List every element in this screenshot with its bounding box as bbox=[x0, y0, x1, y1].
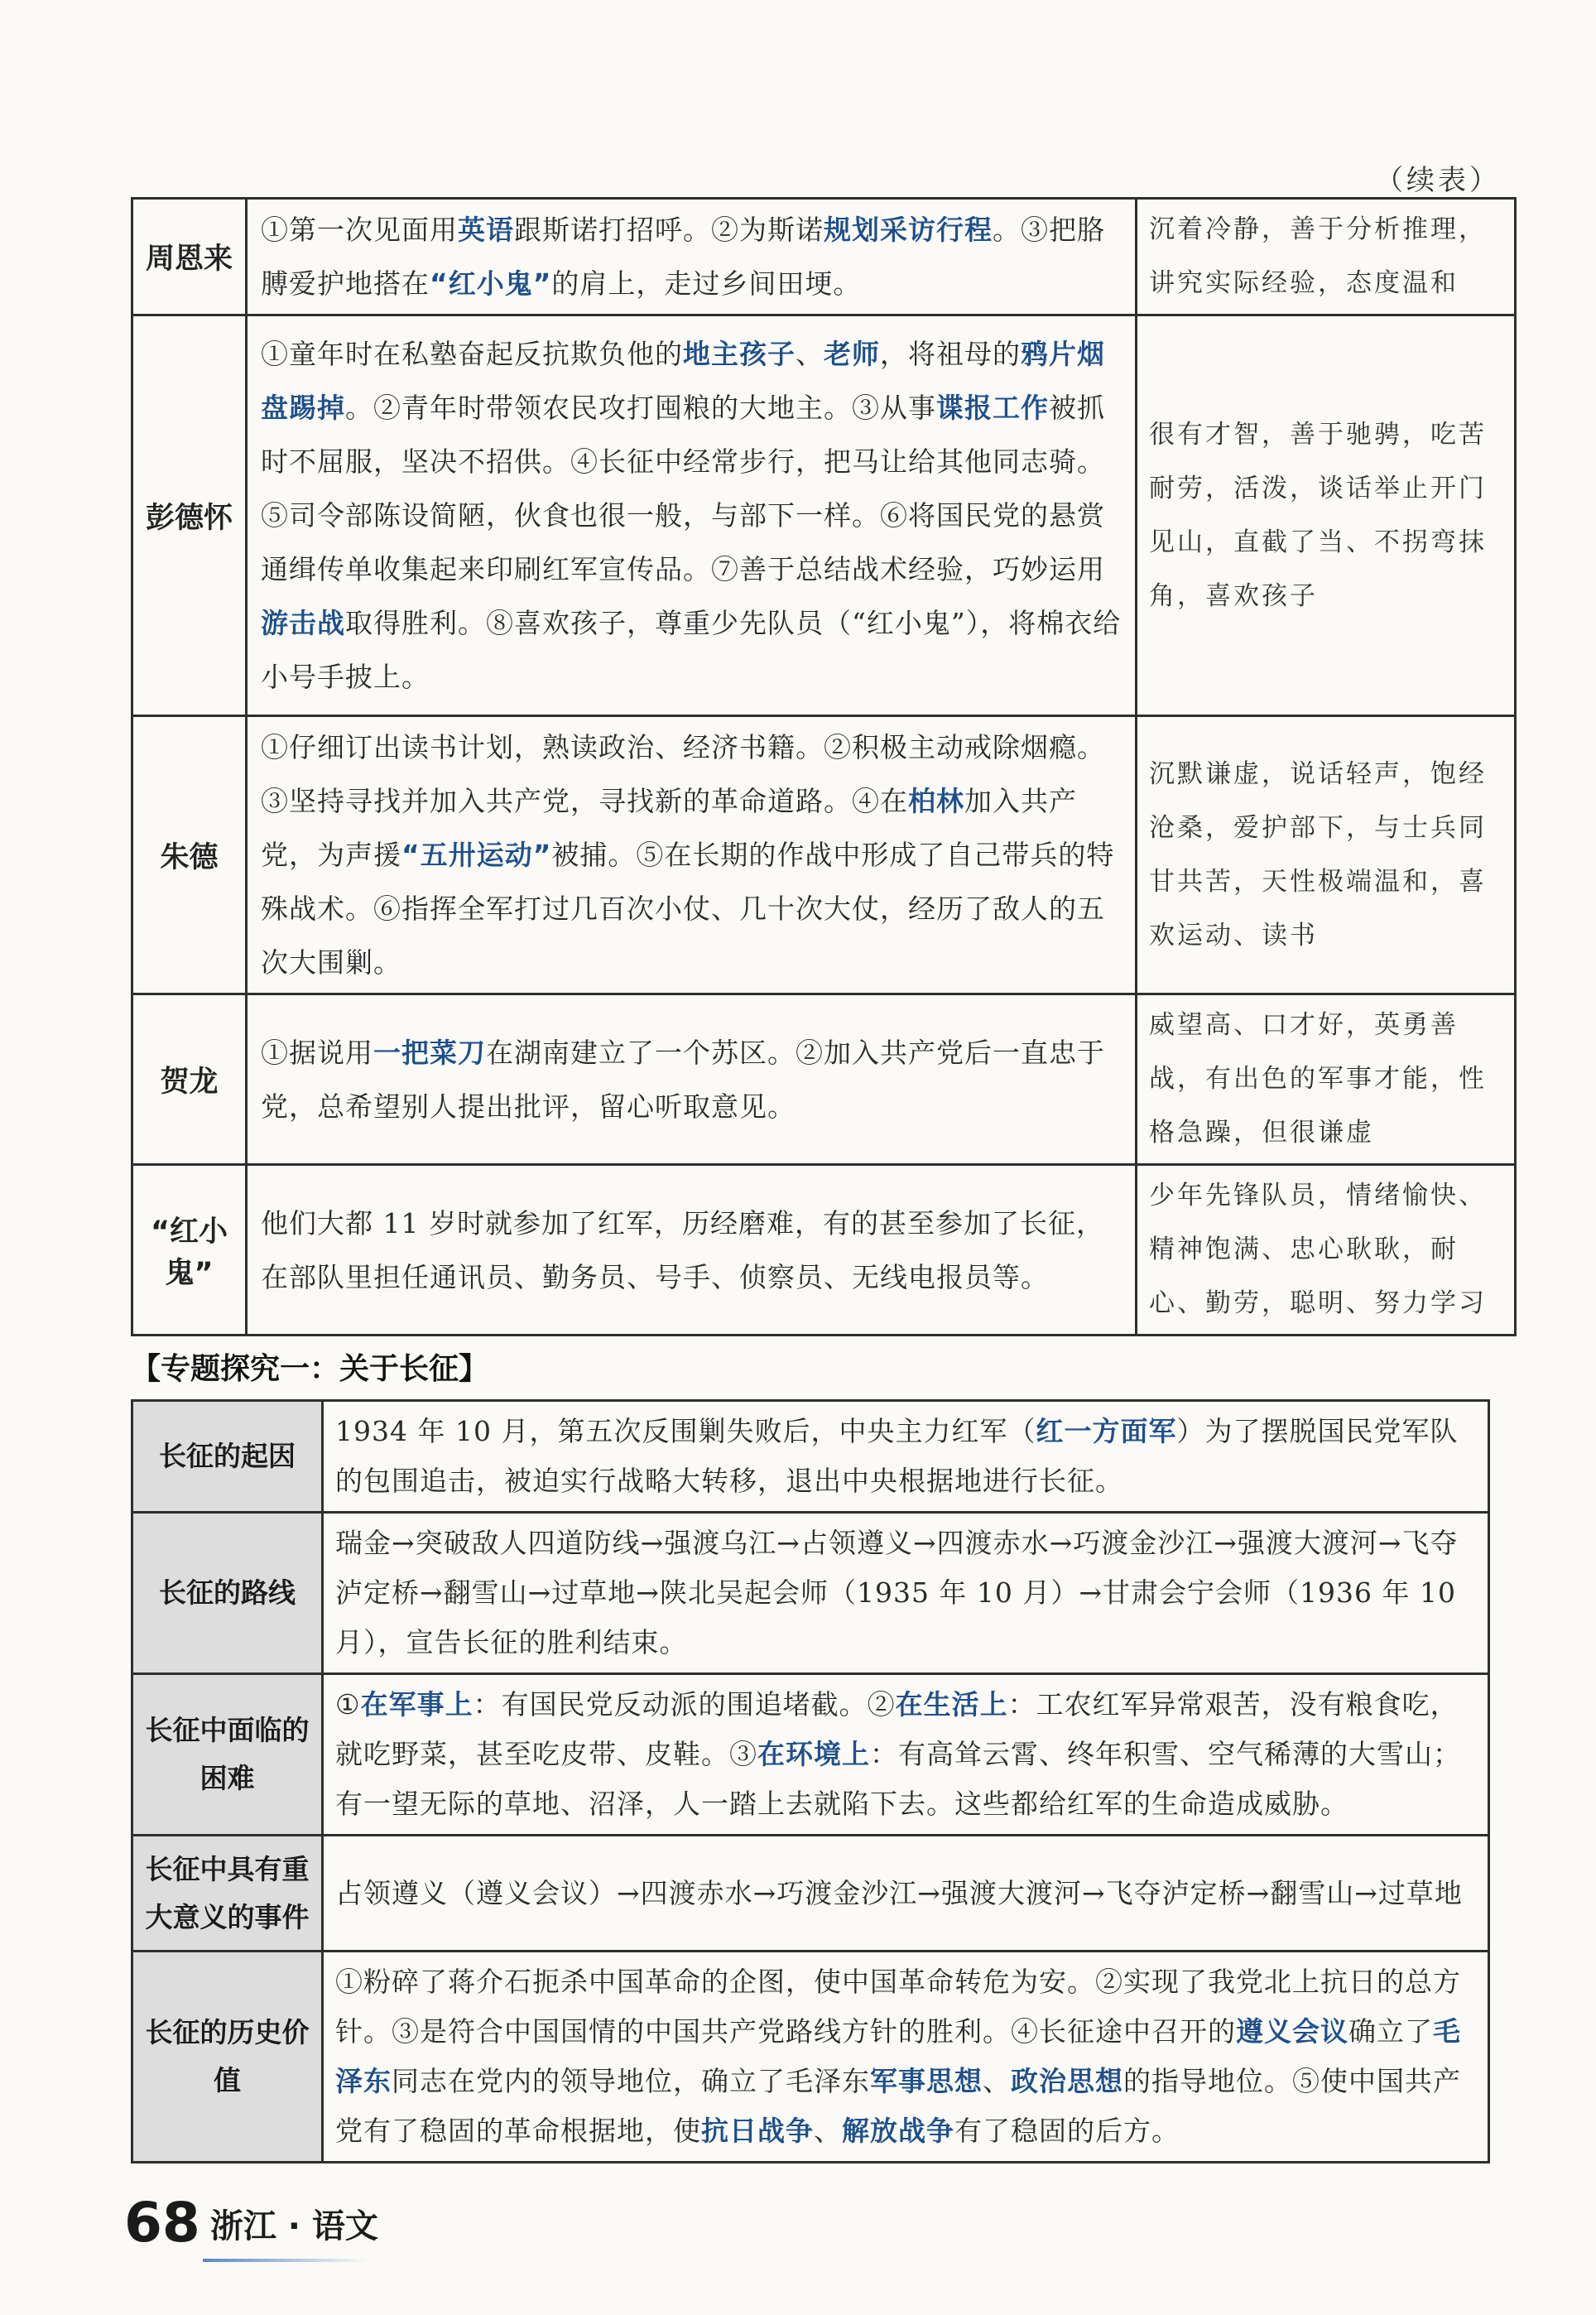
topic-content bbox=[323, 1952, 1489, 2163]
text-segment: ）为了摆脱国民党军队的包围追击，被迫实行战略大转移，退出中央根据地进行长征。 bbox=[335, 1415, 1459, 1497]
section-title: 【专题探究一：关于长征】 bbox=[131, 1352, 489, 1386]
highlighted-term: 在环境上 bbox=[757, 1738, 870, 1770]
table-row bbox=[132, 315, 1516, 716]
highlighted-term: 谍报工作 bbox=[936, 392, 1049, 424]
text-segment: 。②青年时带领农民攻打囤粮的大地主。③从事 bbox=[345, 392, 936, 424]
table-row bbox=[132, 1836, 1489, 1952]
text-segment: 他们大都 11 岁时就参加了红军，历经磨难，有的甚至参加了长征，在部队里担任通讯员、勤务员、号手、侦察员、无线电报员等。 bbox=[261, 1206, 1104, 1293]
highlighted-term: 柏林 bbox=[908, 785, 964, 817]
text-segment: 同志在党内的领导地位，确立了毛泽东 bbox=[392, 2065, 870, 2097]
character-deeds bbox=[247, 716, 1137, 994]
character-name: 周恩来 bbox=[132, 199, 247, 315]
text-segment: 的肩上，走过乡间田埂。 bbox=[551, 267, 862, 300]
highlighted-term: 规划采访行程 bbox=[824, 214, 993, 246]
highlighted-term: 在生活上 bbox=[895, 1688, 1008, 1721]
highlighted-term: 英语 bbox=[458, 214, 514, 246]
character-traits: 少年先锋队员，情绪愉快、精神饱满、忠心耿耿，耐心、勤劳，聪明、努力学习 bbox=[1137, 1165, 1516, 1336]
table-row bbox=[132, 994, 1516, 1165]
character-deeds bbox=[247, 1165, 1137, 1336]
text-segment: 被抓时不屈服，坚决不招供。④长征中经常步行，把马让给其他同志骑。⑤司令部陈设简陋，伙食也很一般，与部下一样。⑥将国民党的悬赏通缉传单收集起来印刷红军宣传品。⑦善于总结战术经验，巧妙运用 bbox=[261, 392, 1105, 585]
text-segment: 在湖南建立了一个苏区。②加入共产党后一直忠于党，总希望别人提出批评，留心听取意见。 bbox=[261, 1036, 1105, 1123]
highlighted-term: 在军事上 bbox=[360, 1688, 474, 1721]
text-segment: 瑞金→突破敌人四道防线→强渡乌江→占领遵义→四渡赤水→巧渡金沙江→强渡大渡河→飞夺泸定桥→翻雪山→过草地→陕北吴起会师（1935 年 10 月）→甘肃会宁会师（1936 年 10 月），宣告长征的胜利结束。 bbox=[335, 1527, 1459, 1658]
character-traits: 沉默谦虚，说话轻声，饱经沧桑，爱护部下，与士兵同甘共苦，天性极端温和，喜欢运动、读书 bbox=[1137, 716, 1516, 994]
text-segment: 有了稳固的后方。 bbox=[954, 2115, 1180, 2147]
highlighted-term: 抗日战争 bbox=[701, 2115, 814, 2147]
characters-table bbox=[131, 197, 1517, 1336]
character-deeds bbox=[247, 199, 1137, 315]
text-segment: ，将祖母的 bbox=[880, 338, 1021, 370]
text-segment: 、 bbox=[814, 2115, 842, 2147]
text-segment: 加入共产党，为声援 bbox=[261, 785, 1077, 871]
highlighted-term: 一把菜刀 bbox=[373, 1036, 486, 1069]
highlighted-term: “五卅运动” bbox=[401, 839, 552, 871]
table-row bbox=[132, 1401, 1489, 1513]
topic-label: 长征的历史价值 bbox=[132, 1952, 323, 2163]
highlighted-term: 鸦片烟盘踢掉 bbox=[261, 338, 1105, 424]
character-name: 朱德 bbox=[132, 716, 247, 994]
text-segment: 、 bbox=[983, 2065, 1011, 2097]
table-row bbox=[132, 1513, 1489, 1674]
text-segment: ①粉碎了蒋介石扼杀中国革命的企图，使中国革命转危为安。②实现了我党北上抗日的总方针。③是符合中国国情的中国共产党路线方针的胜利。④长征途中召开的 bbox=[335, 1966, 1461, 2048]
highlighted-term: 军事思想 bbox=[870, 2065, 983, 2097]
highlighted-term: 老师 bbox=[824, 338, 880, 370]
table-row bbox=[132, 1165, 1516, 1336]
topic-label: 长征中具有重大意义的事件 bbox=[132, 1836, 323, 1952]
character-deeds bbox=[247, 994, 1137, 1165]
text-segment: ：工农红军异常艰苦，没有粮食吃，就吃野菜，甚至吃皮带、皮鞋。③ bbox=[335, 1688, 1459, 1770]
text-segment: ：有国民党反动派的围追堵截。② bbox=[473, 1688, 896, 1721]
character-name: 彭德怀 bbox=[132, 315, 247, 716]
topic-content bbox=[323, 1836, 1489, 1952]
character-traits: 沉着冷静，善于分析推理，讲究实际经验，态度温和 bbox=[1137, 199, 1516, 315]
text-segment: 跟斯诺打招呼。②为斯诺 bbox=[514, 214, 824, 246]
text-segment: ① bbox=[335, 1688, 361, 1721]
highlighted-term: 游击战 bbox=[261, 607, 345, 639]
topic-content bbox=[323, 1513, 1489, 1674]
text-segment: 的指导地位。⑤使中国共产党有了稳固的革命根据地，使 bbox=[335, 2065, 1461, 2147]
text-segment: 占领遵义（遵义会议）→四渡赤水→巧渡金沙江→强渡大渡河→飞夺泸定桥→翻雪山→过草地 bbox=[335, 1876, 1463, 1909]
topic-label: 长征的起因 bbox=[132, 1401, 323, 1513]
book-title: 浙江 · 语文 bbox=[209, 2207, 378, 2245]
text-segment: ①仔细订出读书计划，熟读政治、经济书籍。②积极主动戒除烟瘾。③坚持寻找并加入共产党，寻找新的革命道路。④在 bbox=[261, 731, 1105, 817]
character-name: “红小鬼” bbox=[132, 1165, 247, 1336]
topic-label: 长征的路线 bbox=[132, 1513, 323, 1674]
text-segment: 取得胜利。⑧喜欢孩子，尊重少先队员（“红小鬼”），将棉衣给小号手披上。 bbox=[261, 607, 1122, 693]
character-deeds bbox=[247, 315, 1137, 716]
character-traits: 威望高、口才好，英勇善战，有出色的军事才能，性格急躁，但很谦虚 bbox=[1137, 994, 1516, 1165]
highlighted-term: 毛泽东 bbox=[335, 2015, 1461, 2097]
text-segment: 确立了 bbox=[1348, 2015, 1433, 2048]
text-segment: ①童年时在私塾奋起反抗欺负他的 bbox=[261, 338, 683, 370]
character-traits: 很有才智，善于驰骋，吃苦耐劳，活泼，谈话举止开门见山，直截了当、不拐弯抹角，喜欢孩子 bbox=[1137, 315, 1516, 716]
long-march-table bbox=[131, 1399, 1490, 2163]
topic-content bbox=[323, 1401, 1489, 1513]
topic-content bbox=[323, 1674, 1489, 1836]
highlighted-term: 红一方面军 bbox=[1036, 1415, 1177, 1447]
highlighted-term: 遵义会议 bbox=[1236, 2015, 1348, 2048]
text-segment: 。③把胳膊爱护地搭在 bbox=[261, 214, 1105, 300]
text-segment: 、 bbox=[796, 338, 824, 370]
continued-label: （续表） bbox=[1375, 164, 1501, 197]
highlighted-term: 解放战争 bbox=[842, 2115, 954, 2147]
table-row bbox=[132, 199, 1516, 315]
text-segment: ：有高耸云霄、终年积雪、空气稀薄的大雪山；有一望无际的草地、沼泽，人一踏上去就陷下去。这些都给红军的生命造成威胁。 bbox=[335, 1738, 1461, 1820]
table-row bbox=[132, 1674, 1489, 1836]
table-row bbox=[132, 716, 1516, 994]
table-row bbox=[132, 1952, 1489, 2163]
page-number: 68 bbox=[124, 2191, 200, 2255]
footer-divider bbox=[203, 2259, 368, 2262]
topic-label: 长征中面临的困难 bbox=[132, 1674, 323, 1836]
text-segment: 被捕。⑤在长期的作战中形成了自己带兵的特殊战术。⑥指挥全军打过几百次小仗、几十次大仗，经历了敌人的五次大围剿。 bbox=[261, 839, 1115, 979]
text-segment: ①第一次见面用 bbox=[261, 214, 458, 246]
highlighted-term: 政治思想 bbox=[1011, 2065, 1123, 2097]
character-name: 贺龙 bbox=[132, 994, 247, 1165]
page-footer bbox=[124, 2191, 378, 2255]
highlighted-term: “红小鬼” bbox=[430, 267, 552, 300]
highlighted-term: 地主孩子 bbox=[683, 338, 796, 370]
text-segment: 1934 年 10 月，第五次反围剿失败后，中央主力红军（ bbox=[335, 1415, 1036, 1447]
text-segment: ①据说用 bbox=[261, 1036, 373, 1069]
